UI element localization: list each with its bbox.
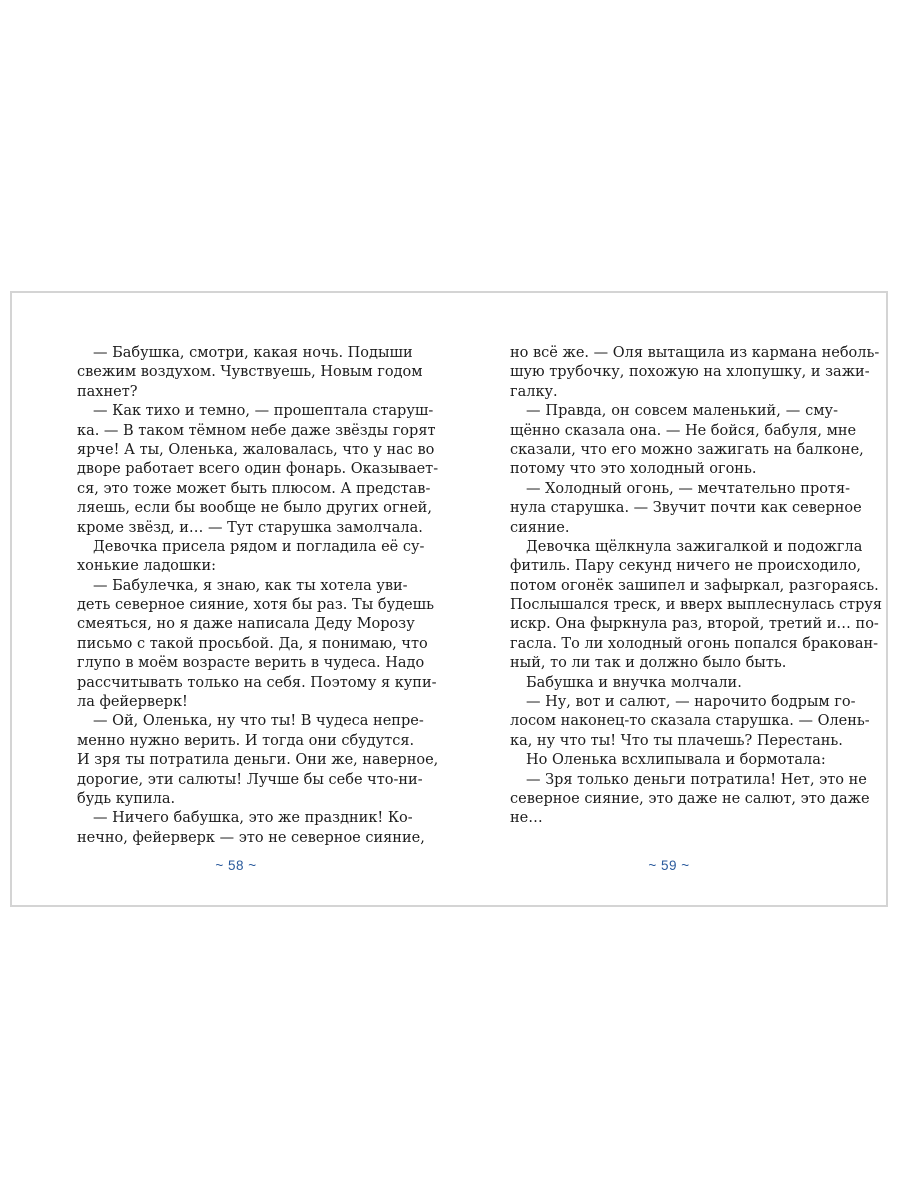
text-line: — Бабулечка, я знаю, как ты хотела уви- [93, 577, 408, 594]
text-line: северное сияние, это даже не салют, это даже [510, 790, 870, 807]
text-line: смеяться, но я даже написала Деду Морозу [77, 616, 415, 633]
text-line: искр. Она фыркнула раз, второй, третий и… по- [510, 616, 879, 633]
text-line: — Правда, он совсем маленький, — сму- [526, 403, 838, 420]
text-line: нула старушка. — Звучит почти как северное [510, 500, 862, 517]
text-line: — Холодный огонь, — мечтательно протя- [526, 480, 851, 497]
text-line: дворе работает всего один фонарь. Оказывает- [77, 461, 439, 478]
text-line: ка, ну что ты! Что ты плачешь? Перестань. [510, 732, 843, 749]
text-line: ный, то ли так и должно было быть. [510, 655, 787, 672]
text-line: Но Оленька всхлипывала и бормотала: [526, 752, 826, 769]
text-line: щённо сказала она. — Не бойся, бабуля, мне [510, 422, 857, 439]
text-line: потому что это холодный огонь. [510, 461, 757, 478]
text-line: письмо с такой просьбой. Да, я понимаю, что [77, 635, 428, 652]
text-line: ярче! А ты, Оленька, жаловалась, что у нас во [77, 441, 435, 458]
text-line: глупо в моём возрасте верить в чудеса. Надо [77, 655, 425, 672]
text-line: — Ничего бабушка, это же праздник! Ко- [93, 810, 413, 827]
text-line: пахнет? [77, 383, 138, 400]
text-line: рассчитывать только на себя. Поэтому я купи- [77, 674, 437, 691]
text-line: хонькие ладошки: [77, 558, 216, 575]
text-line: галку. [510, 383, 558, 400]
text-line: — Зря только деньги потратила! Нет, это не [526, 771, 867, 788]
text-line: ла фейерверк! [77, 694, 188, 711]
text-line: — Ну, вот и салют, — нарочито бодрым го- [526, 694, 856, 711]
text-line: сияние. [510, 519, 570, 536]
page-number-right: ~ 59 ~ [648, 858, 690, 873]
right-page-text [510, 344, 883, 829]
text-line: И зря ты потратила деньги. Они же, наверное, [77, 752, 439, 769]
text-line: дорогие, эти салюты! Лучше бы себе что-ни- [77, 771, 423, 788]
text-line: нечно, фейерверк — это не северное сияние, [77, 829, 425, 846]
text-line: сказали, что его можно зажигать на балконе, [510, 441, 864, 458]
text-line: не… [510, 810, 543, 827]
text-line: свежим воздухом. Чувствуешь, Новым годом [77, 364, 423, 381]
text-line: Девочка щёлкнула зажигалкой и подожгла [526, 538, 863, 555]
text-line: но всё же. — Оля вытащила из кармана неболь- [510, 345, 880, 361]
text-line: будь купила. [77, 790, 176, 807]
text-line: Девочка присела рядом и погладила её су- [93, 538, 425, 555]
text-line: шую трубочку, похожую на хлопушку, и зажи- [510, 364, 870, 381]
text-line: Послышался треск, и вверх выплеснулась струя [510, 597, 883, 614]
text-line: Бабушка и внучка молчали. [526, 674, 742, 691]
text-line: гасла. То ли холодный огонь попался бракован- [510, 635, 879, 652]
page-number-left: ~ 58 ~ [215, 858, 257, 873]
text-line: лосом наконец-то сказала старушка. — Олень- [510, 713, 870, 730]
text-line: — Как тихо и темно, — прошептала старуш- [93, 403, 434, 420]
text-line: — Бабушка, смотри, какая ночь. Подыши [93, 345, 413, 361]
left-page-text [77, 344, 439, 848]
text-line: ляешь, если бы вообще не было других огней, [77, 500, 432, 517]
book-spread [10, 291, 888, 907]
text-line: ся, это тоже может быть плюсом. А представ- [77, 480, 431, 497]
text-line: менно нужно верить. И тогда они сбудутся. [77, 732, 415, 749]
text-line: — Ой, Оленька, ну что ты! В чудеса непре- [93, 713, 424, 730]
text-line: кроме звёзд, и… — Тут старушка замолчала. [77, 519, 423, 536]
text-line: деть северное сияние, хотя бы раз. Ты будешь [77, 597, 434, 614]
text-line: фитиль. Пару секунд ничего не происходило, [510, 558, 862, 575]
text-line: потом огонёк зашипел и зафыркал, разгораясь. [510, 577, 879, 594]
text-line: ка. — В таком тёмном небе даже звёзды горят [77, 422, 436, 439]
